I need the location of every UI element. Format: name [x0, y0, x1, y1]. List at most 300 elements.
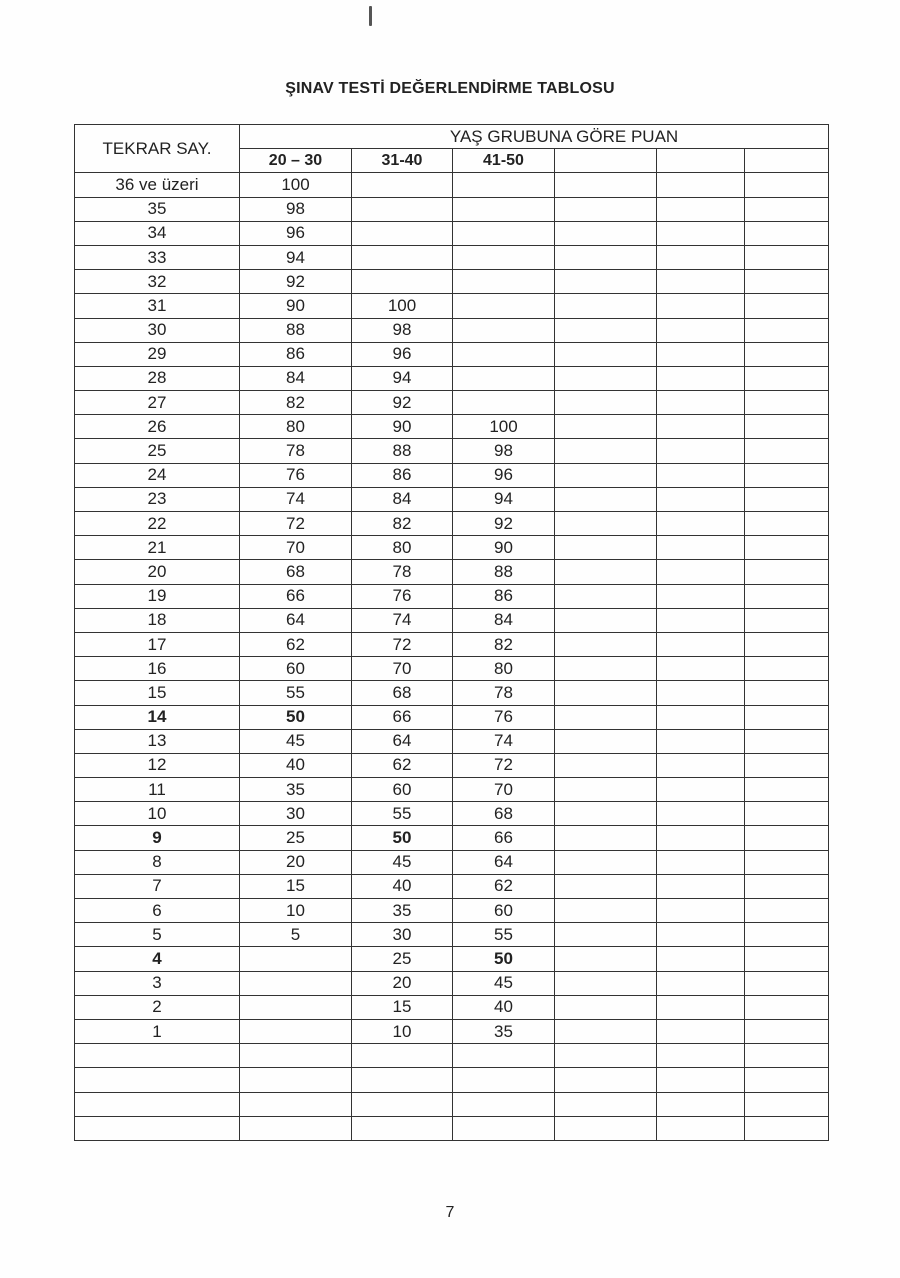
score-cell — [555, 512, 657, 536]
table-row — [75, 753, 829, 777]
score-cell: 64 — [453, 850, 555, 874]
score-cell — [745, 512, 829, 536]
repetition-cell: 17 — [75, 632, 240, 656]
score-cell — [555, 221, 657, 245]
score-cell: 96 — [453, 463, 555, 487]
repetition-cell: 36 ve üzeri — [75, 173, 240, 197]
table-row — [75, 923, 829, 947]
score-cell — [657, 705, 745, 729]
score-cell: 35 — [352, 899, 453, 923]
score-cell: 78 — [240, 439, 352, 463]
score-cell — [657, 947, 745, 971]
repetition-cell: 26 — [75, 415, 240, 439]
score-cell — [657, 608, 745, 632]
pen-mark — [369, 6, 372, 26]
score-cell: 62 — [453, 874, 555, 898]
score-cell — [745, 802, 829, 826]
score-cell — [240, 1092, 352, 1116]
score-cell — [453, 318, 555, 342]
score-cell: 10 — [352, 1019, 453, 1043]
score-cell: 84 — [240, 366, 352, 390]
score-cell — [657, 221, 745, 245]
score-cell — [555, 1116, 657, 1140]
score-cell: 5 — [240, 923, 352, 947]
score-cell: 45 — [352, 850, 453, 874]
score-cell — [453, 173, 555, 197]
group-header-4 — [555, 149, 657, 173]
score-cell — [555, 1092, 657, 1116]
score-cell: 64 — [352, 729, 453, 753]
score-cell — [745, 294, 829, 318]
score-cell — [453, 1068, 555, 1092]
score-cell: 55 — [240, 681, 352, 705]
score-cell: 72 — [240, 512, 352, 536]
score-cell — [745, 439, 829, 463]
score-cell — [745, 366, 829, 390]
repetition-cell: 31 — [75, 294, 240, 318]
table-row — [75, 850, 829, 874]
score-cell — [657, 463, 745, 487]
repetition-cell — [75, 1092, 240, 1116]
score-cell: 86 — [240, 342, 352, 366]
score-cell — [240, 947, 352, 971]
score-cell — [657, 560, 745, 584]
score-cell: 84 — [352, 487, 453, 511]
score-cell — [657, 778, 745, 802]
score-cell: 45 — [453, 971, 555, 995]
score-cell — [745, 173, 829, 197]
score-cell: 68 — [352, 681, 453, 705]
repetition-cell: 16 — [75, 657, 240, 681]
score-cell — [657, 173, 745, 197]
score-cell: 78 — [453, 681, 555, 705]
score-cell — [555, 342, 657, 366]
score-cell: 94 — [352, 366, 453, 390]
table-row — [75, 826, 829, 850]
score-cell — [555, 318, 657, 342]
score-cell: 92 — [352, 391, 453, 415]
score-cell: 25 — [240, 826, 352, 850]
repetition-cell: 6 — [75, 899, 240, 923]
score-cell — [745, 415, 829, 439]
score-cell: 80 — [352, 536, 453, 560]
group-header-5 — [657, 149, 745, 173]
score-cell — [555, 415, 657, 439]
score-cell: 78 — [352, 560, 453, 584]
score-cell — [745, 705, 829, 729]
score-cell: 20 — [352, 971, 453, 995]
score-cell — [745, 584, 829, 608]
score-cell — [657, 850, 745, 874]
repetition-cell: 1 — [75, 1019, 240, 1043]
table-body — [75, 173, 829, 1141]
score-cell — [745, 560, 829, 584]
score-cell — [352, 197, 453, 221]
score-cell — [240, 995, 352, 1019]
score-cell — [555, 245, 657, 269]
score-cell: 35 — [453, 1019, 555, 1043]
score-cell — [745, 391, 829, 415]
score-cell — [657, 1044, 745, 1068]
score-cell — [657, 874, 745, 898]
score-cell — [453, 197, 555, 221]
score-cell: 55 — [453, 923, 555, 947]
score-cell — [657, 899, 745, 923]
score-cell: 15 — [240, 874, 352, 898]
score-cell — [555, 463, 657, 487]
score-cell — [657, 536, 745, 560]
score-cell — [657, 318, 745, 342]
group-header-2: 31-40 — [352, 149, 453, 173]
table-row — [75, 657, 829, 681]
score-cell: 40 — [240, 753, 352, 777]
score-cell: 72 — [352, 632, 453, 656]
score-cell: 76 — [453, 705, 555, 729]
score-cell — [745, 1068, 829, 1092]
score-cell: 98 — [352, 318, 453, 342]
score-cell — [555, 197, 657, 221]
score-cell — [555, 899, 657, 923]
score-cell — [453, 1092, 555, 1116]
score-cell — [657, 415, 745, 439]
score-cell: 98 — [240, 197, 352, 221]
score-cell: 86 — [352, 463, 453, 487]
repetition-cell: 22 — [75, 512, 240, 536]
score-cell — [555, 971, 657, 995]
score-cell: 98 — [453, 439, 555, 463]
score-cell: 94 — [240, 245, 352, 269]
score-cell: 55 — [352, 802, 453, 826]
score-cell — [657, 366, 745, 390]
score-cell — [453, 245, 555, 269]
score-cell: 88 — [352, 439, 453, 463]
score-cell: 88 — [453, 560, 555, 584]
page-title: ŞINAV TESTİ DEĞERLENDİRME TABLOSU — [285, 80, 615, 97]
score-cell — [657, 584, 745, 608]
score-cell: 100 — [240, 173, 352, 197]
score-cell — [745, 221, 829, 245]
age-group-header: YAŞ GRUBUNA GÖRE PUAN — [240, 125, 829, 149]
score-cell — [453, 270, 555, 294]
score-cell: 76 — [352, 584, 453, 608]
score-cell — [745, 245, 829, 269]
table-row — [75, 391, 829, 415]
score-cell: 84 — [453, 608, 555, 632]
table-row — [75, 1116, 829, 1140]
score-cell — [240, 971, 352, 995]
score-cell — [555, 366, 657, 390]
score-cell — [555, 802, 657, 826]
score-cell — [555, 608, 657, 632]
score-cell: 60 — [453, 899, 555, 923]
repetition-cell: 8 — [75, 850, 240, 874]
score-cell: 88 — [240, 318, 352, 342]
repetition-cell: 24 — [75, 463, 240, 487]
score-cell: 96 — [240, 221, 352, 245]
score-cell: 40 — [352, 874, 453, 898]
score-cell — [453, 1044, 555, 1068]
score-cell — [555, 850, 657, 874]
score-cell — [555, 681, 657, 705]
table-row — [75, 705, 829, 729]
repetition-cell: 25 — [75, 439, 240, 463]
score-cell — [745, 753, 829, 777]
score-cell — [657, 245, 745, 269]
score-cell — [555, 947, 657, 971]
score-cell: 82 — [240, 391, 352, 415]
score-cell: 76 — [240, 463, 352, 487]
group-header-3: 41-50 — [453, 149, 555, 173]
score-cell — [745, 197, 829, 221]
table-row — [75, 1068, 829, 1092]
score-cell: 66 — [453, 826, 555, 850]
score-cell — [555, 1019, 657, 1043]
score-cell: 60 — [240, 657, 352, 681]
table-row — [75, 778, 829, 802]
score-cell — [657, 294, 745, 318]
table-row — [75, 487, 829, 511]
table-row — [75, 439, 829, 463]
score-cell — [745, 657, 829, 681]
score-cell — [657, 802, 745, 826]
score-cell: 20 — [240, 850, 352, 874]
score-cell — [555, 778, 657, 802]
repetition-cell: 4 — [75, 947, 240, 971]
score-cell: 15 — [352, 995, 453, 1019]
score-cell: 94 — [453, 487, 555, 511]
score-cell — [745, 681, 829, 705]
table-row — [75, 899, 829, 923]
group-header-1: 20 – 30 — [240, 149, 352, 173]
score-cell: 70 — [240, 536, 352, 560]
score-cell — [657, 923, 745, 947]
score-cell — [745, 923, 829, 947]
score-cell — [555, 753, 657, 777]
score-cell: 45 — [240, 729, 352, 753]
score-cell — [453, 221, 555, 245]
repetition-cell: 3 — [75, 971, 240, 995]
repetition-cell: 23 — [75, 487, 240, 511]
score-cell — [555, 439, 657, 463]
score-cell: 92 — [453, 512, 555, 536]
score-cell — [745, 318, 829, 342]
score-cell — [352, 221, 453, 245]
score-cell: 70 — [453, 778, 555, 802]
score-cell — [745, 463, 829, 487]
table-row — [75, 197, 829, 221]
score-cell — [657, 439, 745, 463]
score-cell: 90 — [240, 294, 352, 318]
score-cell: 80 — [453, 657, 555, 681]
repetition-cell: 21 — [75, 536, 240, 560]
score-cell — [745, 1019, 829, 1043]
repetition-cell: 10 — [75, 802, 240, 826]
score-cell: 62 — [352, 753, 453, 777]
score-cell — [745, 1116, 829, 1140]
score-cell — [657, 1116, 745, 1140]
score-cell: 66 — [240, 584, 352, 608]
score-cell: 70 — [352, 657, 453, 681]
table-row — [75, 1019, 829, 1043]
table-row — [75, 415, 829, 439]
score-cell — [745, 487, 829, 511]
table-row — [75, 995, 829, 1019]
score-cell: 25 — [352, 947, 453, 971]
score-cell — [555, 923, 657, 947]
table-row — [75, 1044, 829, 1068]
score-cell — [240, 1044, 352, 1068]
score-cell — [453, 366, 555, 390]
table-row — [75, 173, 829, 197]
score-cell: 64 — [240, 608, 352, 632]
score-cell — [745, 899, 829, 923]
table-row — [75, 584, 829, 608]
repetition-cell: 7 — [75, 874, 240, 898]
score-cell — [657, 197, 745, 221]
score-cell: 40 — [453, 995, 555, 1019]
score-cell — [657, 826, 745, 850]
score-cell: 50 — [352, 826, 453, 850]
repetition-cell: 18 — [75, 608, 240, 632]
score-cell — [352, 1068, 453, 1092]
score-cell — [555, 1068, 657, 1092]
score-cell — [240, 1116, 352, 1140]
score-cell: 50 — [240, 705, 352, 729]
score-cell — [555, 294, 657, 318]
score-cell — [745, 608, 829, 632]
score-cell: 66 — [352, 705, 453, 729]
score-cell — [555, 729, 657, 753]
score-cell: 68 — [240, 560, 352, 584]
score-cell — [745, 1044, 829, 1068]
repetition-cell: 27 — [75, 391, 240, 415]
score-cell — [745, 995, 829, 1019]
table-row — [75, 608, 829, 632]
score-cell — [657, 342, 745, 366]
score-cell — [555, 657, 657, 681]
score-cell: 82 — [352, 512, 453, 536]
table-row — [75, 270, 829, 294]
score-cell — [352, 1092, 453, 1116]
score-cell — [745, 971, 829, 995]
score-cell: 82 — [453, 632, 555, 656]
score-cell: 80 — [240, 415, 352, 439]
score-cell — [555, 487, 657, 511]
repetition-cell: 29 — [75, 342, 240, 366]
score-cell — [745, 947, 829, 971]
score-cell: 96 — [352, 342, 453, 366]
repetition-cell: 12 — [75, 753, 240, 777]
repetition-cell: 11 — [75, 778, 240, 802]
repetition-cell: 13 — [75, 729, 240, 753]
score-cell — [352, 1044, 453, 1068]
score-cell — [745, 778, 829, 802]
score-table — [74, 124, 829, 1141]
score-cell — [657, 729, 745, 753]
table-row — [75, 947, 829, 971]
table-row — [75, 632, 829, 656]
table-row — [75, 318, 829, 342]
score-cell: 30 — [240, 802, 352, 826]
repetition-cell: 2 — [75, 995, 240, 1019]
repetition-header: TEKRAR SAY. — [75, 125, 240, 173]
score-cell — [745, 342, 829, 366]
score-cell: 90 — [352, 415, 453, 439]
repetition-cell: 14 — [75, 705, 240, 729]
score-cell: 10 — [240, 899, 352, 923]
repetition-cell: 34 — [75, 221, 240, 245]
table-row — [75, 971, 829, 995]
table-row — [75, 245, 829, 269]
score-cell — [745, 1092, 829, 1116]
score-cell — [240, 1019, 352, 1043]
score-cell — [555, 173, 657, 197]
score-cell: 86 — [453, 584, 555, 608]
score-cell: 62 — [240, 632, 352, 656]
score-cell: 100 — [352, 294, 453, 318]
score-cell — [657, 512, 745, 536]
score-cell — [352, 270, 453, 294]
score-cell — [657, 632, 745, 656]
score-cell — [745, 826, 829, 850]
score-cell — [453, 391, 555, 415]
score-cell — [555, 536, 657, 560]
score-cell: 92 — [240, 270, 352, 294]
score-cell — [555, 391, 657, 415]
score-cell — [745, 536, 829, 560]
score-cell: 30 — [352, 923, 453, 947]
score-cell: 68 — [453, 802, 555, 826]
score-cell — [453, 1116, 555, 1140]
score-cell — [240, 1068, 352, 1092]
score-cell: 74 — [352, 608, 453, 632]
table-row — [75, 729, 829, 753]
score-cell — [453, 294, 555, 318]
score-cell — [555, 874, 657, 898]
score-cell: 74 — [240, 487, 352, 511]
table-row — [75, 802, 829, 826]
score-cell — [352, 173, 453, 197]
repetition-cell: 5 — [75, 923, 240, 947]
score-cell — [352, 1116, 453, 1140]
score-cell — [555, 995, 657, 1019]
table-row — [75, 874, 829, 898]
score-cell — [745, 632, 829, 656]
score-cell — [657, 1019, 745, 1043]
score-cell — [657, 270, 745, 294]
table-row — [75, 294, 829, 318]
group-header-6 — [745, 149, 829, 173]
table-row — [75, 681, 829, 705]
score-cell — [745, 850, 829, 874]
table-row — [75, 342, 829, 366]
score-cell: 60 — [352, 778, 453, 802]
score-cell — [657, 995, 745, 1019]
score-cell — [555, 705, 657, 729]
score-cell — [657, 681, 745, 705]
repetition-cell — [75, 1116, 240, 1140]
page-number: 7 — [445, 1204, 455, 1221]
repetition-cell: 15 — [75, 681, 240, 705]
table-row — [75, 560, 829, 584]
score-cell — [657, 1092, 745, 1116]
score-cell — [657, 753, 745, 777]
repetition-cell — [75, 1044, 240, 1068]
repetition-cell: 32 — [75, 270, 240, 294]
score-cell — [352, 245, 453, 269]
score-cell — [657, 487, 745, 511]
score-cell — [453, 342, 555, 366]
